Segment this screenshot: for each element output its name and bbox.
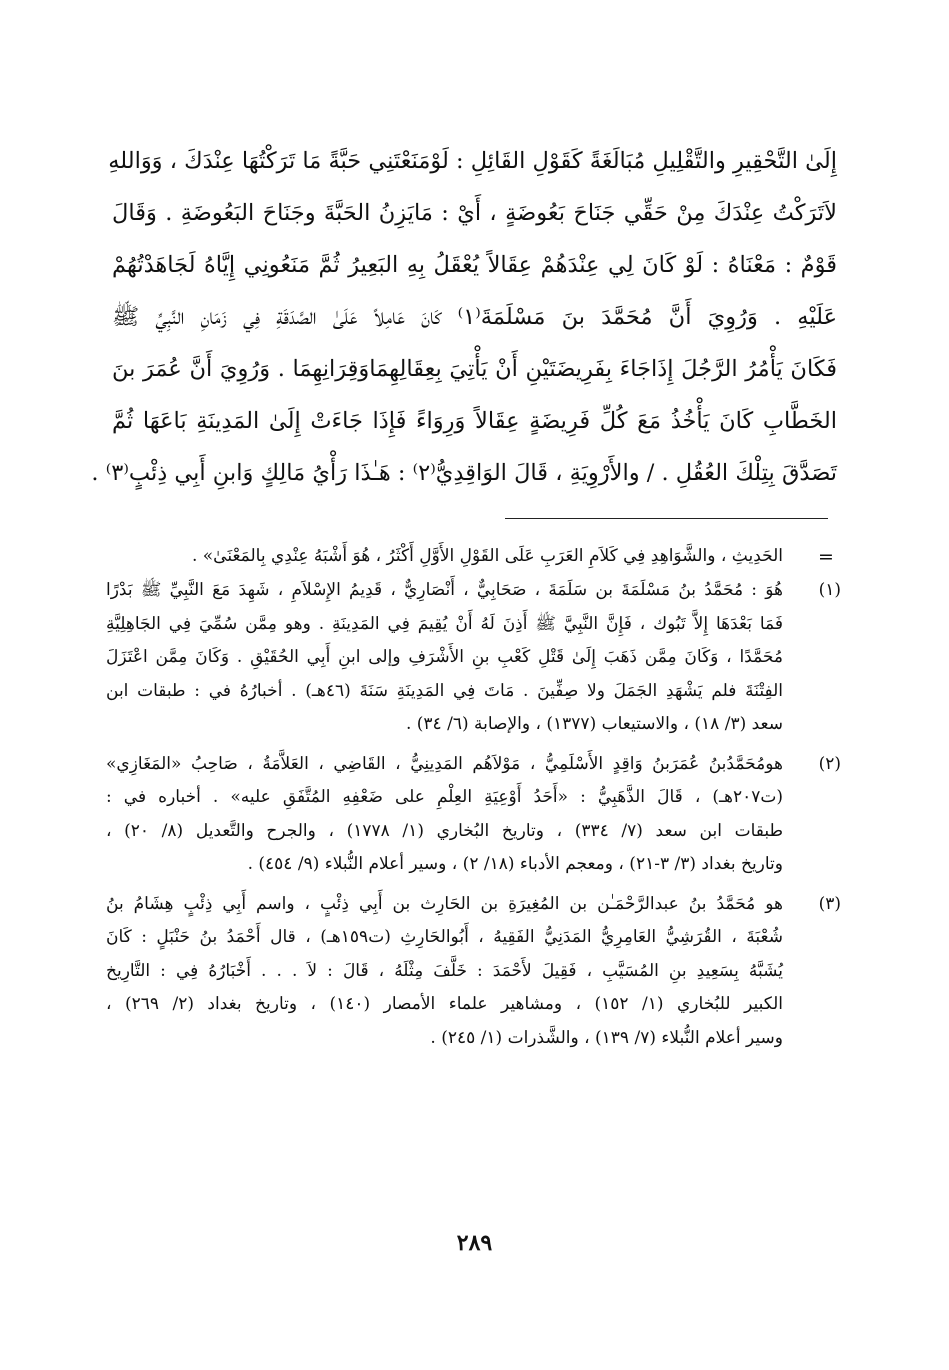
main-text-line-7: تَصَدَّقَ بِتِلْكَ العُقُلِ . / والأَرْوِيَةِ ، قَالَ الوَاقِدِيُّ⁽٢⁾ : هَـٰذَا رَأْيُ مَالِكٍ وَابنِ أَبِي ذِئْبٍ⁽٣⁾ .: [91, 460, 837, 486]
footnote-line: شُعْبَةَ ، القُرَشِيُّ العَامِرِيُّ المَدَنِيُّ الفَقِيهُ ، أَبُوالحَارِثِ (ت١٥٩هـ) ، قال أَحْمَدُ بنُ حَنْبَلٍ : كَانَ: [106, 927, 783, 947]
page-number: ٢٨٩: [456, 1230, 493, 1256]
footnote-line: سعد (٣/ ١٨) ، والاستيعاب (١٣٧٧) ، والإصابة (٦/ ٣٤) .: [405, 714, 783, 734]
main-text-line-2: لاَتَرَكْتُ عِنْدَكَ مِنْ حَقِّي جَنَاحَ بَعُوضَةٍ ، أَيْ : مَايَزِنُ الحَبَّةَ وجَنَاحَ البَعُوضَةِ . وَقَالَ: [112, 200, 837, 226]
footnote-3: [106, 888, 841, 1056]
footnote-line: الكبير للبُخاري (١/ ١٥٢) ، ومشاهير علماء الأمصار (١٤٠) ، وتاريخ بغداد (٢/ ٢٦٩) ،: [106, 994, 783, 1014]
footnote-line: هو مُحَمَّدُ بنُ عبدالرَّحْمَـٰن بن المُغِيرَةِ بن الحَارِث بن أَبِي ذِئْبٍ ، واسم أَبِي ذِئْبٍ هِشَامُ بنُ: [106, 893, 783, 914]
footnote-line: هُوَ : مُحَمَّدُ بنُ مَسْلَمَةَ بن سَلَمَةَ ، صَحَابِيٌّ ، أَنْصَارِيٌّ ، قَدِيمُ الإِسْلاَمِ ، شَهِدَ مَعَ النَّبِيِّ ﷺ بَدْرًا: [106, 580, 783, 600]
footnote-number: (٣): [818, 893, 841, 914]
footnote-2: [106, 748, 841, 882]
continuation-text: الحَدِيثِ ، والشَّوَاهِدِ فِي كَلاَمِ العَرَبِ عَلَى القَوْلِ الأَوَّلِ أَكْثَرُ ، هُوَ أَشْبَهُ عِنْدِي بِالمَعْنَىٰ» .: [191, 546, 783, 566]
footnote-line: وسير أعلام النُّبلاء (٧/ ١٣٩) ، والشَّذرات (١/ ٢٤٥) .: [430, 1027, 783, 1048]
main-text-block: [91, 135, 837, 499]
footnote-line: وتاريخ بغداد (٣/ ٣-٢١) ، ومعجم الأدباء (١٨/ ٢) ، وسير أعلام النُّبلاء (٩/ ٤٥٤) .: [247, 854, 783, 874]
footnote-line: فَمَا بَعْدَهَا إِلاَّ تَبُوك ، فَإِنَّ النَّبِيَّ ﷺ أَذِنَ لَهُ أَنْ يُقِيمَ فِي المَدِينَةِ . وهو مِمَّن سُمِّيَ فِي الجَاهِلِيَّةِ: [106, 613, 783, 634]
main-text-line-4: عَلَيْهِ . وَرُوِيَ أَنَّ مُحَمَّدَ بنَ مَسْلَمَةَ⁽١⁾ كَانَ عَامِلاً عَلَىٰ الصَّدَقَةِ فِي زَمَانِ النَّبِيِّ ﷺ: [112, 304, 837, 330]
main-text-line-5: فَكَانَ يَأْمُرُ الرَّجُلَ إِذَاجَاءَ بِفَرِيضَتَيْنِ أَنْ يَأْتِيَ بِعِقَالِهِمَاوَقِرَانِهِمَا . وَرُوِيَ أَنَّ عُمَرَ بنَ: [112, 356, 837, 382]
footnote-line: (ت٢٠٧هـ) ، قَالَ الذَّهَبِيُّ : «أَحَدُ أَوْعِيَةِ العِلْمِ على ضَعْفِهِ المُتَّفَقِ عليه» . أخباره في :: [106, 787, 783, 807]
footnote-number: (٢): [818, 753, 841, 774]
main-text-line-6: الخَطَّابِ كَانَ يَأْخُذُ مَعَ كُلِّ فَرِيضَةٍ عِقَالاً وَرِوَاءً فَإِذَا جَاءَتْ إِلَىٰ المَدِينَةِ بَاعَهَا ثُمَّ: [112, 408, 837, 434]
footnote-divider: [505, 518, 828, 519]
main-text-line-3: قَوْمٌ : مَعْنَاهُ : لَوْ كَانَ لِي عِنْدَهُمْ عِقَالاً يُعْقَلُ بِهِ البَعِيرُ ثُمَّ مَنَعُونِي إِيَّاهُ لَجَاهَدْتُهُمْ: [112, 252, 837, 278]
footnote-line: هومُحَمَّدُبنُ عُمَرَبنُ وَاقِدٍ الأَسْلَمِيُّ ، مَوْلاَهُم المَدِينِيُّ ، القَاضِي ، العَلاَّمَةُ ، صَاحِبُ «المَغَازِي»: [106, 753, 783, 774]
footnote-1: [106, 574, 841, 742]
continuation-mark: =: [818, 546, 834, 568]
footnote-line: مُحَمَّدًا ، وَكَانَ مِمَّن ذَهَبَ إِلَىٰ قَتْلِ كَعْبِ بنِ الأَشْرَفِ وإلى ابنِ أَبِي الحُقَيْقِ . وَكَانَ مِمَّن اعْتَزَلَ: [106, 647, 783, 667]
footnote-continuation: [106, 540, 841, 574]
footnotes-section: [106, 540, 841, 1061]
main-text-line-1: إِلَىٰ التَّحْقِيرِ والتَّقْلِيلِ مُبَالَغَةً كَقَوْلِ القَائِلِ : لَوْمَنَعْتَنِي حَبَّةً مَا تَرَكْتُهَا عِنْدَكَ ، وَوَاللهِ: [108, 148, 837, 174]
footnote-number: (١): [818, 580, 841, 600]
footnote-line: الفِتْنَةَ فلم يَشْهَدِ الجَمَلَ ولا صِفِّينَ . مَاتَ فِي المَدِينَةِ سَنَةَ (٤٦هـ) . أخبارُهُ في : طبقات ابن: [106, 680, 783, 701]
footnote-line: طبقات ابن سعد (٧/ ٣٣٤) ، وتاريخ البُخاري (١/ ١٧٧٨) ، والجرح والتَّعديل (٨/ ٢٠) ،: [106, 820, 784, 841]
footnote-line: يُشَبَّهُ بِسَعِيدِ بنِ المُسَيَّبِ ، فَقِيلَ لأَحْمَدَ : خَلَّفَ مِثْلَهُ ، قَالَ : لاَ . . . أَخْبَارُهُ فِي : التَّارِيخ: [106, 960, 783, 981]
